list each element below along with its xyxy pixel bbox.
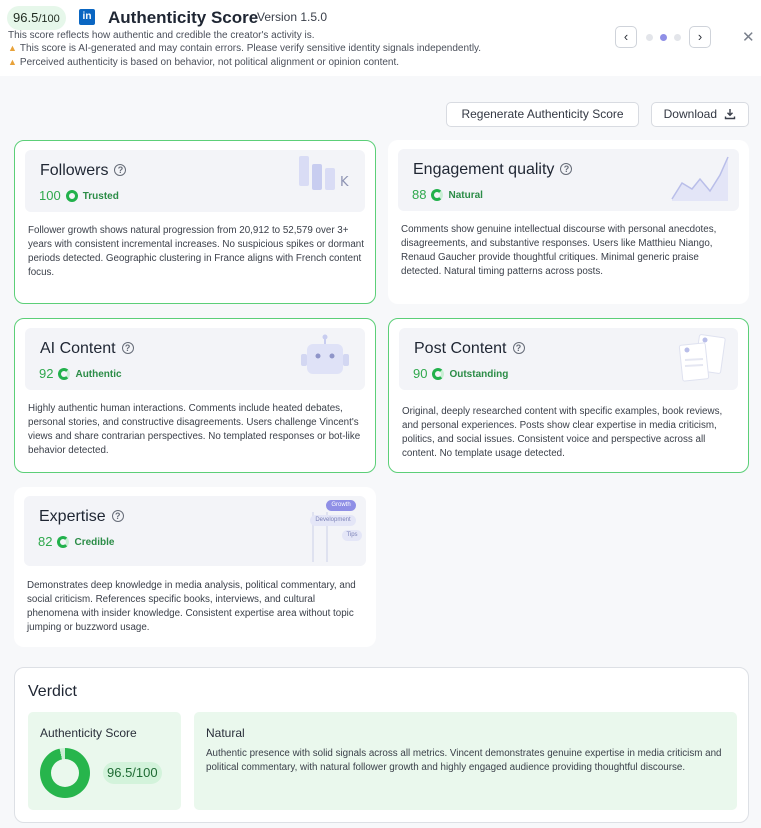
card-title: Post Content ?	[414, 340, 525, 358]
card-score: 88 Natural	[412, 187, 483, 202]
post-content-card	[388, 318, 749, 473]
verdict-summary-box	[194, 712, 737, 810]
verdict-score-label: Authenticity Score	[40, 726, 137, 740]
expertise-card	[14, 487, 376, 647]
card-header	[399, 328, 738, 390]
card-header	[24, 496, 366, 566]
linkedin-logo: in	[79, 9, 95, 25]
card-description: Follower growth shows natural progression from 20,912 to 52,579 over 3+ years with consistent incremental increases. No suspicious spikes or dormant periods detected. Geographic clustering in France aligns with French content focus.	[28, 225, 364, 278]
engagement-chart-illustration	[670, 155, 730, 208]
tag-growth: Growth	[326, 500, 356, 511]
warning-2	[8, 57, 399, 68]
score-ring-icon	[58, 368, 70, 380]
next-button[interactable]: ›	[689, 26, 711, 48]
expertise-tags-illustration	[300, 498, 364, 564]
score-description: This score reflects how authentic and credible the creator's activity is.	[8, 30, 315, 41]
score-ring-icon	[66, 190, 78, 202]
warning-1	[8, 43, 481, 54]
card-header	[398, 149, 739, 211]
close-icon[interactable]: ✕	[742, 29, 755, 46]
score-donut	[40, 748, 90, 798]
score-ring-icon	[432, 368, 444, 380]
status-badge: Trusted	[82, 191, 119, 202]
card-header	[25, 150, 365, 212]
score-ring-icon	[57, 536, 69, 548]
followers-k-label: K	[340, 175, 349, 190]
verdict-score-value: 96.5/100	[103, 762, 162, 784]
header-score-denominator: /100	[38, 13, 60, 25]
page-title: Authenticity Score	[108, 8, 259, 27]
help-icon[interactable]: ?	[112, 510, 124, 522]
verdict-section	[14, 667, 749, 823]
verdict-score-box	[28, 712, 181, 810]
verdict-label: Natural	[206, 726, 245, 740]
help-icon[interactable]: ?	[560, 163, 572, 175]
card-title: Expertise ?	[39, 508, 124, 526]
followers-card	[14, 140, 376, 304]
card-description: Original, deeply researched content with specific examples, book reviews, and personal experiences. Posts show clear expertise in media criticism, politics, and social issues. Consistent voice and perspective across all content. No template usage detected.	[402, 406, 723, 459]
status-badge: Authentic	[75, 369, 122, 380]
tag-development: Development	[310, 515, 356, 526]
page-dot-1[interactable]	[646, 34, 653, 41]
warning-text: Perceived authenticity is based on behavior, not political alignment or opinion content.	[19, 57, 400, 68]
header	[0, 0, 761, 76]
page-dot-2[interactable]	[660, 34, 667, 41]
regenerate-button[interactable]: Regenerate Authenticity Score	[446, 102, 639, 127]
verdict-title: Verdict	[28, 683, 77, 700]
documents-icon	[675, 332, 731, 391]
card-score: 82 Credible	[38, 534, 115, 549]
help-icon[interactable]: ?	[122, 342, 134, 354]
card-score: 90 Outstanding	[413, 366, 509, 381]
card-description: Highly authentic human interactions. Comments include heated debates, personal stories, and constructive disagreements. Users challenge Vincent's views and share contrarian perspectives. No templated responses or bot-like behavior detected.	[28, 403, 361, 456]
card-title: AI Content ?	[40, 340, 134, 358]
card-description: Demonstrates deep knowledge in media analysis, political commentary, and social criticism. References specific books, interviews, and cultural phenomena with insider knowledge. Consistent expertise area without topic jumping or buzzword usage.	[27, 580, 356, 633]
status-badge: Natural	[448, 190, 483, 201]
download-label: Download	[663, 107, 718, 121]
previous-button[interactable]: ‹	[615, 26, 637, 48]
ai-content-card	[14, 318, 376, 473]
warning-icon: ▲	[8, 43, 17, 53]
card-description: Comments show genuine intellectual discourse with personal anecdotes, disagreements, and substantive responses. Users like Matthieu Niango, Renaud Gaucher provide thoughtful critiques. Minimal generic praise detected. Natural timing patterns across posts.	[401, 224, 717, 277]
header-score-pill	[7, 6, 66, 30]
warning-icon: ▲	[8, 57, 17, 67]
verdict-text: Authentic presence with solid signals across all metrics. Vincent demonstrates genuine expertise in media criticism and political commentary, with natural follower growth and highly engaged audience providing thoughtful discourse.	[206, 748, 722, 773]
engagement-card	[388, 140, 749, 304]
download-icon	[724, 105, 736, 128]
score-ring-icon	[431, 189, 443, 201]
card-score: 92 Authentic	[39, 366, 122, 381]
page-dot-3[interactable]	[674, 34, 681, 41]
status-badge: Credible	[74, 537, 115, 548]
help-icon[interactable]: ?	[114, 164, 126, 176]
status-badge: Outstanding	[449, 369, 509, 380]
help-icon[interactable]: ?	[513, 342, 525, 354]
card-header	[25, 328, 365, 390]
header-score: 96.5	[13, 10, 39, 25]
robot-icon	[299, 334, 351, 387]
card-title: Followers ?	[40, 162, 126, 180]
card-title: Engagement quality ?	[413, 161, 572, 179]
card-score: 100 Trusted	[39, 188, 119, 203]
followers-illustration	[299, 156, 359, 201]
warning-text: This score is AI-generated and may contain errors. Please verify sensitive identity signals independently.	[19, 43, 482, 54]
download-button[interactable]	[651, 102, 749, 127]
tag-tips: Tips	[342, 530, 362, 541]
version-label: Version 1.5.0	[257, 10, 328, 24]
